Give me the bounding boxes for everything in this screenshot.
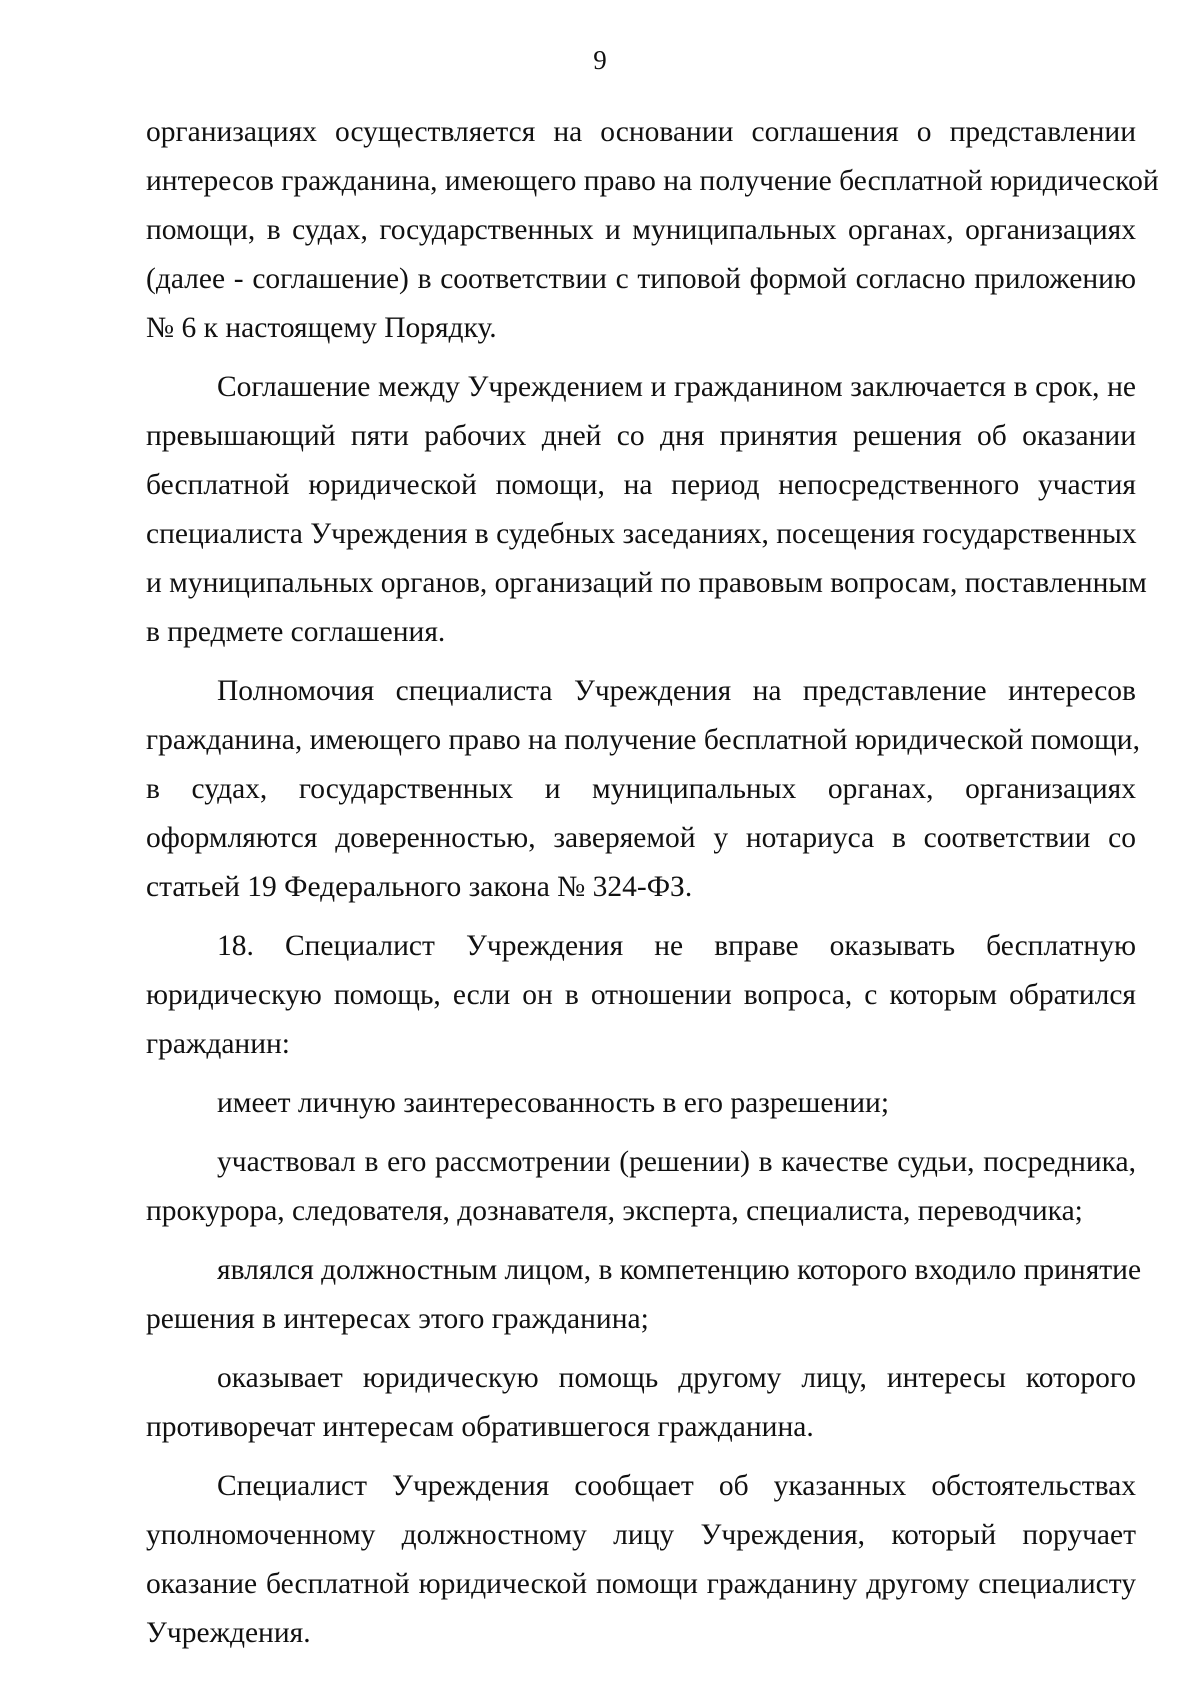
paragraph [146, 108, 1159, 353]
text-line: помощи, в судах, государственных и муниципальных органах, организациях [146, 214, 1136, 246]
text-line: прокурора, следователя, дознавателя, эксперта, специалиста, переводчика; [146, 1195, 1083, 1227]
text-line: уполномоченному должностному лицу Учреждения, который поручает [146, 1519, 1136, 1551]
text-line: (далее - соглашение) в соответствии с типовой формой согласно приложению [146, 263, 1136, 295]
text-line: в предмете соглашения. [146, 616, 446, 648]
paragraph [146, 1138, 1136, 1236]
text-line: 18. Специалист Учреждения не вправе оказывать бесплатную [217, 930, 1136, 962]
text-line: юридическую помощь, если он в отношении вопроса, с которым обратился [146, 979, 1136, 1011]
paragraph [146, 363, 1147, 657]
page-number: 9 [593, 45, 607, 75]
text-line: решения в интересах этого гражданина; [146, 1303, 649, 1335]
text-line: имеет личную заинтересованность в его разрешении; [217, 1087, 890, 1119]
text-line: бесплатной юридической помощи, на период непосредственного участия [146, 469, 1136, 501]
text-line: в судах, государственных и муниципальных органах, организациях [146, 773, 1136, 805]
text-line: являлся должностным лицом, в компетенцию которого входило принятие [217, 1254, 1142, 1286]
paragraph [146, 1462, 1136, 1658]
text-line: Специалист Учреждения сообщает об указанных обстоятельствах [217, 1470, 1136, 1502]
text-line: участвовал в его рассмотрении (решении) в качестве судьи, посредника, [217, 1146, 1136, 1178]
text-line: гражданина, имеющего право на получение бесплатной юридической помощи, [146, 724, 1140, 756]
paragraph-item-18 [146, 922, 1136, 1069]
paragraph [146, 1354, 1136, 1452]
text-line: и муниципальных органов, организаций по правовым вопросам, поставленным [146, 567, 1147, 599]
text-line: противоречат интересам обратившегося гражданина. [146, 1411, 814, 1443]
text-line: интересов гражданина, имеющего право на получение бесплатной юридической [146, 165, 1159, 197]
document-body [146, 108, 1159, 1658]
text-line: Полномочия специалиста Учреждения на представление интересов [217, 675, 1136, 707]
text-line: Учреждения. [146, 1617, 311, 1649]
paragraph [146, 1079, 1136, 1128]
text-line: специалиста Учреждения в судебных заседаниях, посещения государственных [146, 518, 1137, 550]
text-line: оформляются доверенностью, заверяемой у нотариуса в соответствии со [146, 822, 1136, 854]
text-line: Соглашение между Учреждением и гражданином заключается в срок, не [217, 371, 1136, 403]
text-line: статьей 19 Федерального закона № 324-ФЗ. [146, 871, 693, 903]
text-line: превышающий пяти рабочих дней со дня принятия решения об оказании [146, 420, 1136, 452]
paragraph [146, 1246, 1142, 1344]
text-line: оказывает юридическую помощь другому лицу, интересы которого [217, 1362, 1136, 1394]
text-line: гражданин: [146, 1028, 290, 1060]
text-line: № 6 к настоящему Порядку. [146, 312, 497, 344]
text-line: оказание бесплатной юридической помощи гражданину другому специалисту [146, 1568, 1136, 1600]
paragraph [146, 667, 1140, 912]
text-line: организациях осуществляется на основании соглашения о представлении [146, 116, 1136, 148]
